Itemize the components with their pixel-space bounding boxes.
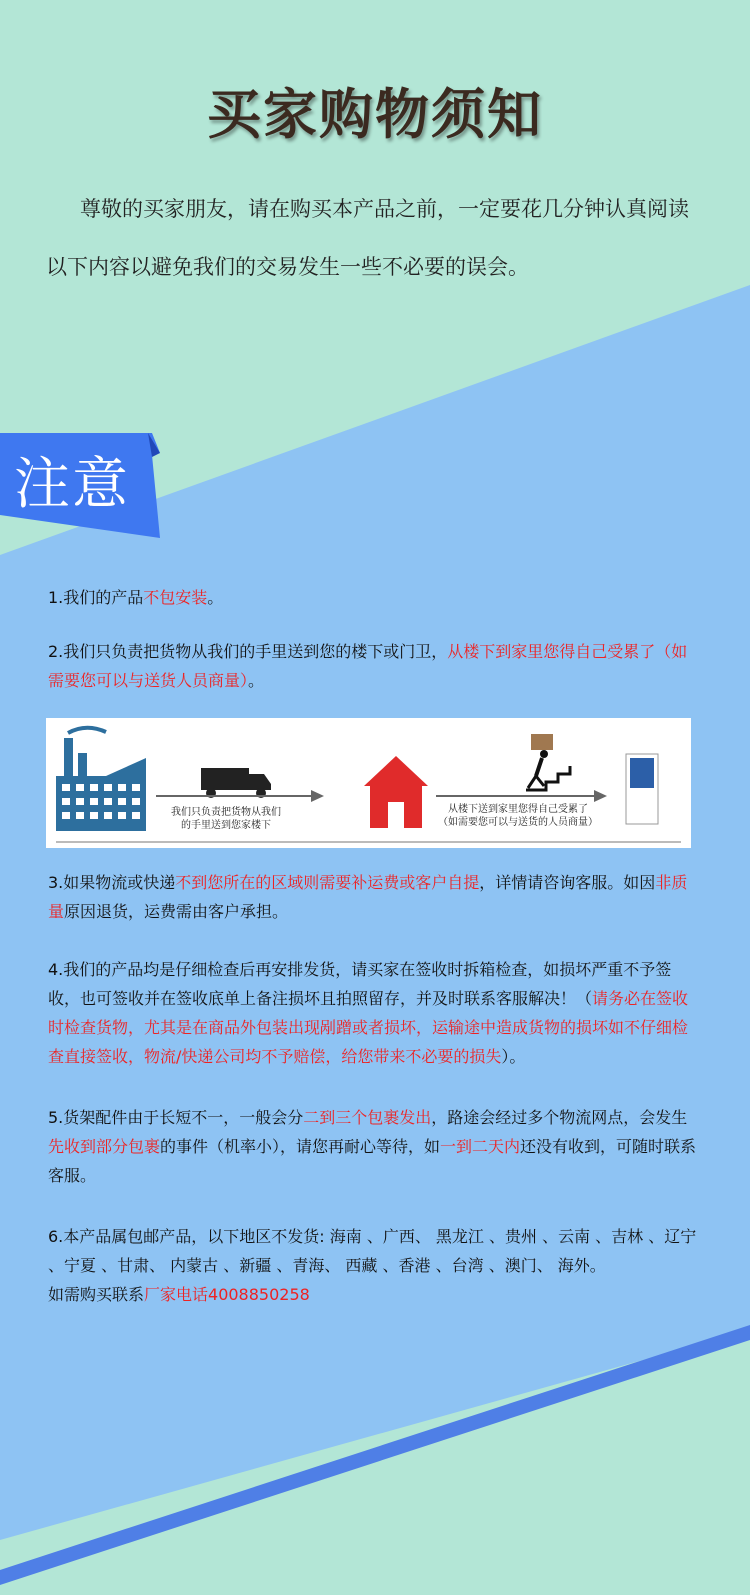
highlight-text: 从楼下到家里您得自己受累了（如需要您可以与送货人员商量） xyxy=(48,642,688,690)
notice-item-2 xyxy=(48,637,698,695)
notice-text: 4.我们的产品均是仔细检查后再安排发货，请买家在签收时拆箱检查，如损坏严重不予签收，也可签收并在签收底单上备注损坏且拍照留存，并及时联系客服解决！（ xyxy=(48,960,672,1008)
notice-text: 原因退货，运费需由客户承担。 xyxy=(64,902,289,921)
notice-text: 的事件（机率小），请您再耐心等待，如 xyxy=(160,1137,441,1156)
notice-item-4 xyxy=(48,955,698,1071)
left-caption-2: 的手里送到您家楼下 xyxy=(181,820,271,831)
notice-text: 2.我们只负责把货物从我们的手里送到您的楼下或门卫， xyxy=(48,642,448,661)
notice-text: 3.如果物流或快递 xyxy=(48,873,176,892)
page-title: 买家购物须知 xyxy=(207,83,543,146)
notice-item-3 xyxy=(48,868,698,926)
highlight-text: 一到二天内 xyxy=(440,1137,521,1156)
notice-text: ，详情请咨询客服。如因 xyxy=(479,873,656,892)
highlight-text: 先收到部分包裹 xyxy=(48,1137,161,1156)
door-icon xyxy=(626,754,658,824)
notice-text: ）。 xyxy=(501,1047,526,1066)
truck-icon xyxy=(201,768,271,798)
notice-text: 。 xyxy=(207,588,224,607)
intro-text: 尊敬的买家朋友，请在购买本产品之前，一定要花几分钟认真阅读以下内容以避免我们的交易发生一些不必要的误会。 xyxy=(46,197,689,279)
delivery-diagram xyxy=(46,718,691,848)
highlight-text: 非质量 xyxy=(48,873,688,921)
carrying-worker-icon xyxy=(526,734,570,790)
highlight-text: 请务必在签收时检查货物，尤其是在商品外包装出现剐蹭或者损坏，运输途中造成货物的损坏如不仔细检查直接签收，物流/快递公司均不予赔偿，给您带来不必要的损失 xyxy=(48,989,689,1066)
notice-text: 。 xyxy=(248,671,265,690)
notice-item-1 xyxy=(48,583,698,612)
notice-text: ，路途会经过多个物流网点，会发生 xyxy=(431,1108,688,1127)
highlight-text: 厂家电话4008850258 xyxy=(144,1285,310,1304)
notice-text: 5.货架配件由于长短不一，一般会分 xyxy=(48,1108,304,1127)
notice-text: 1.我们的产品 xyxy=(48,588,144,607)
left-caption-1: 我们只负责把货物从我们 xyxy=(171,807,281,818)
notice-text: 如需购买联系 xyxy=(48,1285,145,1304)
notice-text: 还没有收到，可随时联系客服。 xyxy=(48,1137,697,1185)
notice-item-5 xyxy=(48,1103,698,1190)
right-caption-1: 从楼下送到家里您得自己受累了 xyxy=(448,804,588,815)
factory-icon xyxy=(56,728,146,831)
highlight-text: 不包安装 xyxy=(143,588,208,607)
notice-item-6 xyxy=(48,1222,698,1309)
house-icon xyxy=(364,756,428,828)
notice-tag: 注意 xyxy=(14,452,130,517)
right-caption-2: （如需要您可以与送货的人员商量） xyxy=(438,817,598,828)
highlight-text: 不到您所在的区域则需要补运费或客户自提 xyxy=(175,873,480,892)
highlight-text: 二到三个包裹发出 xyxy=(303,1108,432,1127)
notice-text: 6.本产品属包邮产品，以下地区不发货: 海南 、广西、 黑龙江 、贵州 、云南 、吉林 、辽宁 、宁夏 、甘肃、 内蒙古 、新疆 、青海、 西藏 、香港 、台湾 、澳门、 海外。 xyxy=(48,1227,697,1275)
